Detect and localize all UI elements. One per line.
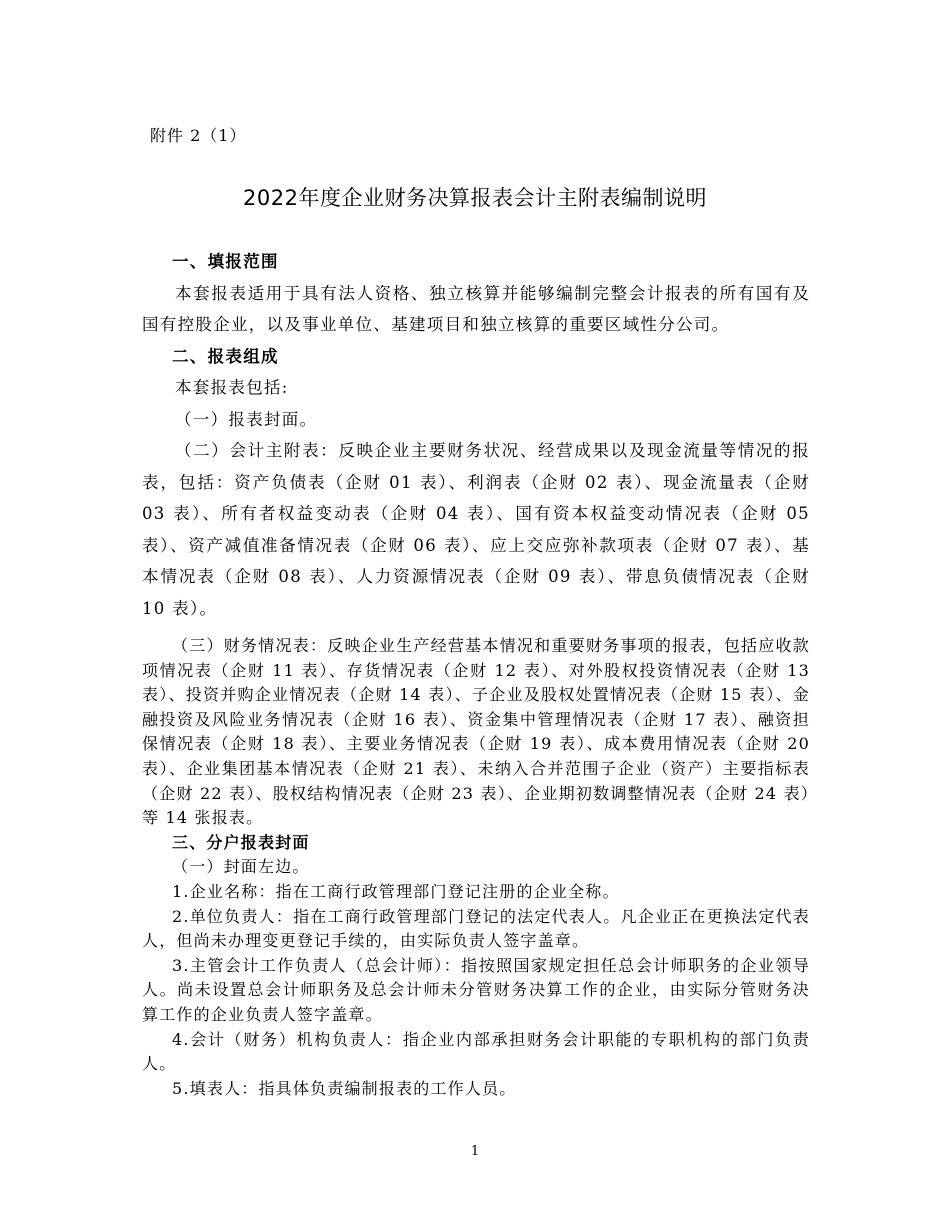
cover-item-2: 2.单位负责人：指在工商行政管理部门登记的法定代表人。凡企业正在更换法定代表人，但尚未办理变更登记手续的，由实际负责人签字盖章。 [142,906,810,951]
cover-left-subheading: （一）封面左边。 [172,857,310,877]
cover-item-5: 5.填表人：指具体负责编制报表的工作人员。 [172,1078,517,1098]
attachment-label: 附件 2（1） [150,126,247,145]
composition-item-3: （三）财务情况表：反映企业生产经营基本情况和重要财务事项的报表，包括应收款项情况表（企财 11 表）、存货情况表（企财 12 表）、对外股权投资情况表（企财 13 表）、投资并购企业情况表（企财 14 表）、子企业及股权处置情况表（企财 15 表）、金融投资及风险业务情况表（企财 16 表）、资金集中管理情况表（企财 17 表）、融资担保情况表（企财 18 表）、主要业务情况表（企财 19 表）、成本费用情况表（企财 20 表）、企业集团基本情况表（企财 21 表）、未纳入合并范围子企业（资产）主要指标表（企财 22 表）、股权结构情况表（企财 23 表）、企业期初数调整情况表（企财 24 表）等 14 张报表。 [142,636,810,828]
composition-item-1: （一）报表封面。 [175,409,318,429]
composition-heading: 二、报表组成 [172,346,279,366]
scope-paragraph: 本套报表适用于具有法人资格、独立核算并能够编制完整会计报表的所有国有及国有控股企业，以及事业单位、基建项目和独立核算的重要区域性分公司。 [142,283,810,334]
cover-item-3: 3.主管会计工作负责人（总会计师）：指按照国家规定担任总会计师职务的企业领导人。尚未设置总会计师职务及总会计师未分管财务决算工作的企业，由实际分管财务决算工作的企业负责人签字盖章。 [142,955,810,1024]
cover-item-1: 1.企业名称：指在工商行政管理部门登记注册的企业全称。 [172,881,620,901]
composition-intro: 本套报表包括: [175,378,289,397]
page-number: 1 [470,1144,480,1159]
document-title: 2022年度企业财务决算报表会计主附表编制说明 [243,186,707,210]
cover-heading: 三、分户报表封面 [172,832,310,852]
cover-item-4: 4.会计（财务）机构负责人：指企业内部承担财务会计职能的专职机构的部门负责人。 [142,1029,810,1074]
tight-section [142,634,810,1101]
scope-heading: 一、填报范围 [172,252,279,271]
composition-item-2: （二）会计主附表：反映企业主要财务状况、经营成果以及现金流量等情况的报表，包括：资产负债表（企财 01 表）、利润表（企财 02 表）、现金流量表（企财 03 表）、所有者权益变动表（企财 04 表）、国有资本权益变动情况表（企财 05 表）、资产减值准备情况表（企财 06 表）、应上交应弥补款项表（企财 07 表）、基本情况表（企财 08 表）、人力资源情况表（企财 09 表）、带息负债情况表（企财 10 表）。 [142,441,810,618]
loose-section [142,246,810,624]
